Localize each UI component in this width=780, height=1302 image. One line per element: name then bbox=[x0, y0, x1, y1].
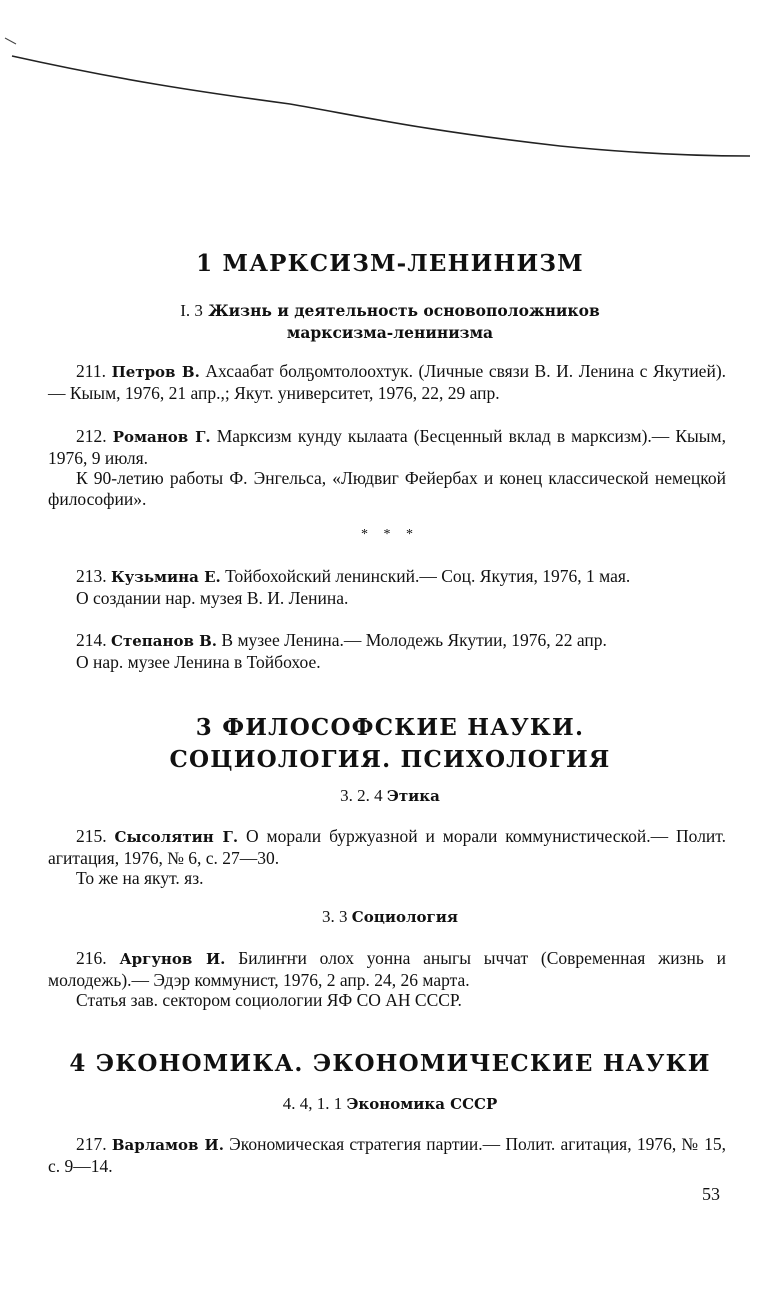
entry-note: О нар. музее Ленина в Тойбохое. bbox=[76, 651, 321, 672]
entry-213 bbox=[48, 566, 726, 608]
section-heading-philosophy bbox=[0, 712, 780, 776]
page-number: 53 bbox=[702, 1184, 720, 1204]
subsection-number: 3. 3 bbox=[322, 907, 348, 926]
entry-text: Экономическая стратегия партии.— Полит. агитация, 1976, № 15, с. 9—14. bbox=[48, 1134, 727, 1176]
entry-author: Варламов И. bbox=[111, 1136, 224, 1154]
entry-215 bbox=[48, 826, 726, 889]
subsection-title: Этика bbox=[386, 787, 440, 805]
subsection-title: Экономика СССР bbox=[346, 1095, 498, 1113]
entry-number: 216. bbox=[76, 948, 107, 968]
entry-author: Петров В. bbox=[111, 363, 200, 381]
entry-author: Аргунов И. bbox=[119, 950, 226, 968]
section-title-line2: СОЦИОЛОГИЯ. ПСИХОЛОГИЯ bbox=[169, 746, 611, 773]
entry-text: Билиҥҥи олох уонна аныгы ыччат (Современная жизнь и молодежь).— Эдэр коммунист, 1976, 2 апр. 24, 26 марта. bbox=[48, 948, 727, 990]
entry-note: К 90-летию работы Ф. Энгельса, «Людвиг Фейербах и конец классической немецкой философии». bbox=[48, 468, 726, 509]
subsection-number: 4. 4, 1. 1 bbox=[282, 1094, 343, 1113]
subsection-number: I. 3 bbox=[180, 301, 203, 320]
subsection-title-line2: марксизма-ленинизма bbox=[286, 323, 494, 342]
entry-number: 213. bbox=[76, 566, 107, 586]
entry-216 bbox=[48, 948, 726, 1011]
entry-text: Ахсаабат болҕомтолоохтук. (Личные связи В. И. Ленина с Якутией).— Кыым, 1976, 21 апр.,; Якут. университет, 1976, 22, 29 апр. bbox=[48, 361, 727, 403]
entry-text: О морали буржуазной и морали коммунистической.— Полит. агитация, 1976, № 6, с. 27—30. bbox=[48, 826, 726, 868]
entry-text: Марксизм кунду кылаата (Бесценный вклад в марксизм).— Кыым, 1976, 9 июля. bbox=[48, 426, 727, 468]
subsection-number: 3. 2. 4 bbox=[340, 786, 383, 805]
section-heading-marxism: 1 МАРКСИЗМ-ЛЕНИНИЗМ bbox=[196, 250, 584, 277]
entry-217 bbox=[48, 1134, 726, 1176]
entry-number: 211. bbox=[76, 361, 106, 381]
entry-note: Статья зав. сектором социологии ЯФ СО АН СССР. bbox=[76, 990, 462, 1010]
entry-number: 215. bbox=[76, 826, 107, 846]
entry-212 bbox=[48, 426, 726, 509]
subsection-heading-sociology bbox=[0, 907, 780, 927]
entry-author: Кузьмина Е. bbox=[111, 568, 221, 586]
entry-author: Романов Г. bbox=[112, 428, 211, 446]
entry-number: 217. bbox=[76, 1134, 107, 1154]
subsection-heading-ethics bbox=[0, 786, 780, 806]
entry-number: 212. bbox=[76, 426, 107, 446]
subsection-heading-1-3 bbox=[0, 300, 780, 344]
entry-author: Сысолятин Г. bbox=[114, 828, 239, 846]
entry-214 bbox=[48, 630, 726, 672]
paper-edge-scan-artifact bbox=[0, 0, 780, 200]
section-title-line1: 3 ФИЛОСОФСКИЕ НАУКИ. bbox=[195, 714, 585, 741]
entry-number: 214. bbox=[76, 630, 107, 650]
entry-author: Степанов В. bbox=[111, 632, 218, 650]
entry-note: То же на якут. яз. bbox=[76, 868, 204, 888]
entry-text: Тойбохойский ленинский.— Соц. Якутия, 1976, 1 мая. bbox=[225, 566, 631, 586]
entry-note: О создании нар. музея В. И. Ленина. bbox=[76, 587, 349, 608]
entry-211 bbox=[48, 361, 726, 403]
section-heading-economics: 4 ЭКОНОМИКА. ЭКОНОМИЧЕСКИЕ НАУКИ bbox=[69, 1050, 711, 1077]
subsection-title-line1: Жизнь и деятельность основоположников bbox=[208, 301, 600, 320]
subsection-title: Социология bbox=[351, 908, 458, 926]
entry-text: В музее Ленина.— Молодежь Якутии, 1976, 22 апр. bbox=[221, 630, 607, 650]
separator-asterisks: * * * bbox=[361, 527, 419, 542]
subsection-heading-ussr-economy bbox=[0, 1094, 780, 1114]
